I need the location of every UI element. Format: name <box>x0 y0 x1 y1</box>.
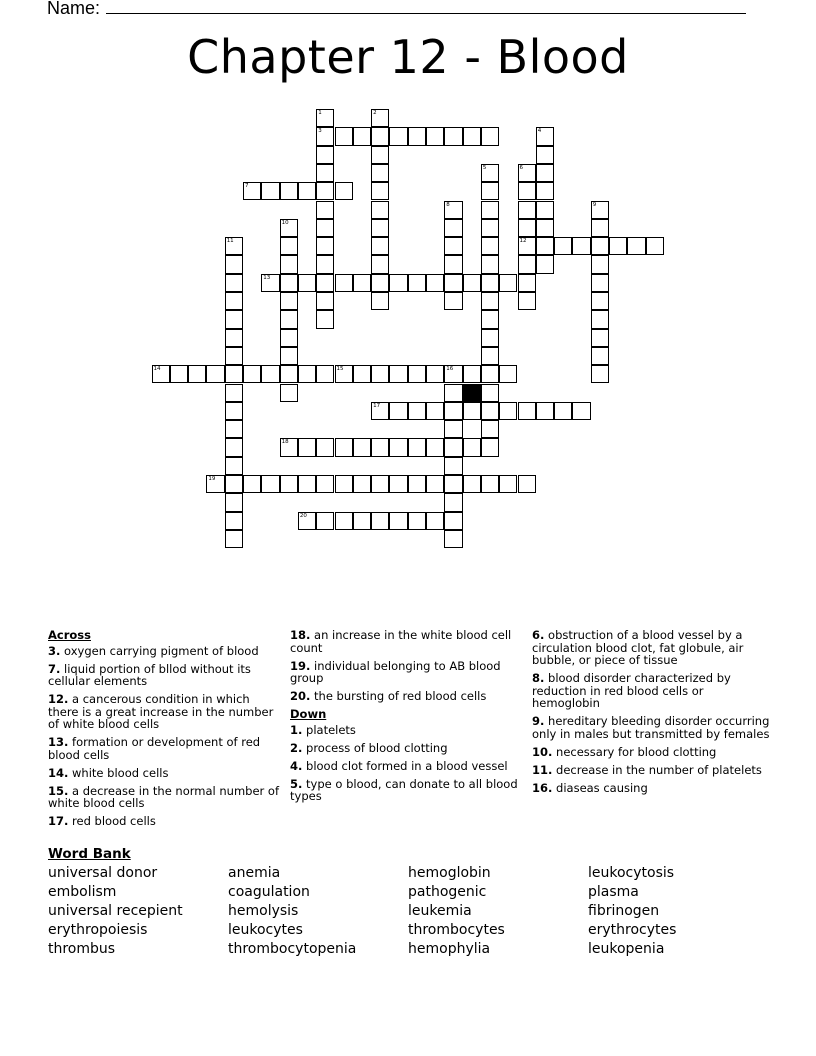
crossword-cell[interactable] <box>371 219 389 237</box>
clue-down-11: 11. decrease in the number of platelets <box>532 762 762 777</box>
crossword-cell[interactable] <box>426 274 444 292</box>
clue-number: 13 <box>263 274 271 281</box>
crossword-cell[interactable] <box>206 475 224 493</box>
clue-down-2: 2. process of blood clotting <box>290 740 448 755</box>
crossword-cell[interactable] <box>518 201 536 219</box>
crossword-cell[interactable] <box>536 255 554 273</box>
crossword-cell[interactable] <box>408 475 426 493</box>
crossword-cell[interactable] <box>371 475 389 493</box>
crossword-cell[interactable] <box>280 182 298 200</box>
clue-number: 8 <box>446 201 450 208</box>
crossword-cell[interactable] <box>518 219 536 237</box>
crossword-cell[interactable] <box>536 402 554 420</box>
crossword-cell[interactable] <box>335 274 353 292</box>
crossword-cell[interactable] <box>591 237 609 255</box>
crossword-cell[interactable] <box>389 512 407 530</box>
crossword-cell[interactable] <box>481 347 499 365</box>
crossword-cell[interactable] <box>518 237 536 255</box>
crossword-cell[interactable] <box>536 146 554 164</box>
crossword-cell[interactable] <box>481 164 499 182</box>
black-cell <box>463 384 481 402</box>
crossword-cell[interactable] <box>554 402 572 420</box>
crossword-cell[interactable] <box>408 274 426 292</box>
crossword-cell[interactable] <box>444 475 462 493</box>
crossword-cell[interactable] <box>389 402 407 420</box>
crossword-cell[interactable] <box>371 127 389 145</box>
crossword-cell[interactable] <box>481 475 499 493</box>
word-bank-column-3 <box>408 864 505 959</box>
crossword-cell[interactable] <box>591 365 609 383</box>
crossword-cell[interactable] <box>389 127 407 145</box>
clue-number: 9 <box>592 201 597 208</box>
crossword-cell[interactable] <box>408 127 426 145</box>
word-bank-item: leukopenia <box>588 941 665 957</box>
crossword-cell[interactable] <box>261 475 279 493</box>
crossword-cell[interactable] <box>444 274 462 292</box>
crossword-cell[interactable] <box>481 201 499 219</box>
name-label: Name: <box>47 0 101 18</box>
word-bank-item: leukemia <box>408 903 472 919</box>
page-title: Chapter 12 - Blood <box>187 30 629 84</box>
word-bank-title: Word Bank <box>48 846 131 862</box>
crossword-cell[interactable] <box>536 127 554 145</box>
crossword-cell[interactable] <box>335 512 353 530</box>
crossword-cell[interactable] <box>499 274 517 292</box>
clue-number: 17 <box>373 402 381 409</box>
crossword-cell[interactable] <box>463 402 481 420</box>
crossword-cell[interactable] <box>225 292 243 310</box>
crossword-cell[interactable] <box>426 438 444 456</box>
crossword-cell[interactable] <box>444 512 462 530</box>
word-bank-item: hemophylia <box>408 941 491 957</box>
clue-number: 7 <box>245 183 249 190</box>
crossword-cell[interactable] <box>316 310 334 328</box>
crossword-cell[interactable] <box>463 274 481 292</box>
clues-column-1 <box>48 629 280 833</box>
crossword-cell[interactable] <box>481 438 499 456</box>
crossword-cell[interactable] <box>444 402 462 420</box>
crossword-cell[interactable] <box>463 438 481 456</box>
crossword-cell[interactable] <box>261 182 279 200</box>
crossword-cell[interactable] <box>280 255 298 273</box>
crossword-cell[interactable] <box>481 402 499 420</box>
crossword-cell[interactable] <box>298 182 316 200</box>
crossword-cell[interactable] <box>316 146 334 164</box>
crossword-cell[interactable] <box>335 438 353 456</box>
crossword-cell[interactable] <box>371 438 389 456</box>
word-bank-item: fibrinogen <box>588 903 660 919</box>
crossword-cell[interactable] <box>536 219 554 237</box>
word-bank-item: thrombocytes <box>408 922 505 938</box>
clues-column-3 <box>532 629 772 800</box>
crossword-cell[interactable] <box>243 182 261 200</box>
clue-number: 18 <box>281 439 289 446</box>
crossword-cell[interactable] <box>280 310 298 328</box>
crossword-cell[interactable] <box>225 255 243 273</box>
clues-column-2 <box>290 629 522 808</box>
clue-number: 15 <box>336 366 344 373</box>
crossword-cell[interactable] <box>481 384 499 402</box>
word-bank-item: universal donor <box>48 865 158 881</box>
across-heading: Across <box>48 628 91 642</box>
crossword-cell[interactable] <box>444 493 462 511</box>
crossword-cell[interactable] <box>316 127 334 145</box>
word-bank-item: hemoglobin <box>408 865 491 881</box>
crossword-cell[interactable] <box>152 365 170 383</box>
clue-down-4: 4. blood clot formed in a blood vessel <box>290 758 508 773</box>
crossword-cell[interactable] <box>627 237 645 255</box>
word-bank-item: leukocytes <box>228 922 303 938</box>
crossword-cell[interactable] <box>518 182 536 200</box>
crossword-cell[interactable] <box>316 109 334 127</box>
word-bank-item: hemolysis <box>228 903 299 919</box>
crossword-cell[interactable] <box>481 127 499 145</box>
crossword-cell[interactable] <box>591 292 609 310</box>
clue-across-15: 15. a decrease in the normal number of white blood cells <box>48 783 279 810</box>
crossword-cell[interactable] <box>408 365 426 383</box>
clue-number: 14 <box>153 366 161 373</box>
crossword-cell[interactable] <box>426 365 444 383</box>
crossword-cell[interactable] <box>518 292 536 310</box>
crossword-cell[interactable] <box>280 292 298 310</box>
crossword-cell[interactable] <box>225 237 243 255</box>
crossword-cell[interactable] <box>206 365 224 383</box>
crossword-cell[interactable] <box>261 365 279 383</box>
crossword-cell[interactable] <box>444 365 462 383</box>
crossword-cell[interactable] <box>444 530 462 548</box>
crossword-cell[interactable] <box>316 201 334 219</box>
crossword-cell[interactable] <box>371 292 389 310</box>
crossword-cell[interactable] <box>353 438 371 456</box>
crossword-cell[interactable] <box>518 164 536 182</box>
crossword-cell[interactable] <box>518 402 536 420</box>
clue-down-10: 10. necessary for blood clotting <box>532 744 717 759</box>
crossword-cell[interactable] <box>481 274 499 292</box>
crossword-cell[interactable] <box>225 420 243 438</box>
crossword-cell[interactable] <box>572 237 590 255</box>
crossword-cell[interactable] <box>389 475 407 493</box>
crossword-cell[interactable] <box>225 329 243 347</box>
crossword-cell[interactable] <box>371 512 389 530</box>
clue-across-17: 17. red blood cells <box>48 814 156 828</box>
crossword-cell[interactable] <box>371 164 389 182</box>
crossword-cell[interactable] <box>481 365 499 383</box>
clue-down-6: 6. obstruction of a blood vessel by a circulation blood clot, fat globule, air bubble, or piece of tissue <box>532 628 744 667</box>
clue-number: 11 <box>226 238 234 245</box>
word-bank-item: leukocytosis <box>588 865 675 881</box>
crossword-cell[interactable] <box>225 310 243 328</box>
clue-across-13: 13. formation or development of red blood cells <box>48 735 261 762</box>
crossword-cell[interactable] <box>298 365 316 383</box>
crossword-cell[interactable] <box>444 201 462 219</box>
crossword-cell[interactable] <box>280 219 298 237</box>
crossword-cell[interactable] <box>518 475 536 493</box>
crossword-cell[interactable] <box>591 274 609 292</box>
crossword-cell[interactable] <box>499 475 517 493</box>
crossword-cell[interactable] <box>298 475 316 493</box>
crossword-cell[interactable] <box>389 274 407 292</box>
crossword-cell[interactable] <box>444 457 462 475</box>
crossword-cell[interactable] <box>591 347 609 365</box>
crossword-cell[interactable] <box>481 310 499 328</box>
crossword-cell[interactable] <box>536 182 554 200</box>
word-bank-item: universal recepient <box>48 903 183 919</box>
crossword-cell[interactable] <box>463 127 481 145</box>
word-bank-column-2 <box>228 864 356 959</box>
crossword-cell[interactable] <box>408 438 426 456</box>
crossword-cell[interactable] <box>335 182 353 200</box>
crossword-cell[interactable] <box>243 365 261 383</box>
word-bank-column-4 <box>588 864 676 959</box>
crossword-cell[interactable] <box>353 274 371 292</box>
crossword-cell[interactable] <box>591 255 609 273</box>
crossword-cell[interactable] <box>371 274 389 292</box>
crossword-cell[interactable] <box>481 255 499 273</box>
crossword-cell[interactable] <box>225 457 243 475</box>
crossword-cell[interactable] <box>243 475 261 493</box>
crossword-cell[interactable] <box>280 438 298 456</box>
crossword-cell[interactable] <box>444 127 462 145</box>
crossword-cell[interactable] <box>225 493 243 511</box>
crossword-cell[interactable] <box>225 365 243 383</box>
clue-number: 3 <box>318 128 322 135</box>
clue-across-7: 7. liquid portion of bllod without its cellular elements <box>48 661 251 688</box>
crossword-cell[interactable] <box>481 237 499 255</box>
crossword-cell[interactable] <box>481 219 499 237</box>
clue-number: 19 <box>208 476 216 482</box>
word-bank-item: pathogenic <box>408 884 487 900</box>
clue-across-18: 18. an increase in the white blood cell count <box>290 628 512 655</box>
crossword-cell[interactable] <box>591 201 609 219</box>
crossword-cell[interactable] <box>609 237 627 255</box>
crossword-cell[interactable] <box>335 475 353 493</box>
crossword-cell[interactable] <box>298 274 316 292</box>
crossword-cell[interactable] <box>316 512 334 530</box>
crossword-cell[interactable] <box>499 402 517 420</box>
crossword-cell[interactable] <box>225 530 243 548</box>
word-bank-item: erythrocytes <box>588 922 677 938</box>
crossword-cell[interactable] <box>591 310 609 328</box>
crossword-cell[interactable] <box>408 402 426 420</box>
crossword-cell[interactable] <box>316 164 334 182</box>
crossword-cell[interactable] <box>280 365 298 383</box>
crossword-cell[interactable] <box>591 329 609 347</box>
crossword-cell[interactable] <box>371 237 389 255</box>
word-bank-item: erythropoiesis <box>48 922 148 938</box>
crossword-cell[interactable] <box>170 365 188 383</box>
clue-number: 4 <box>537 128 542 135</box>
crossword-cell[interactable] <box>316 182 334 200</box>
crossword-cell[interactable] <box>426 512 444 530</box>
crossword-cell[interactable] <box>353 475 371 493</box>
crossword-cell[interactable] <box>371 146 389 164</box>
crossword-cell[interactable] <box>444 237 462 255</box>
crossword-cell[interactable] <box>316 219 334 237</box>
word-bank-column-1 <box>48 864 183 959</box>
clue-across-3: 3. oxygen carrying pigment of blood <box>48 643 259 658</box>
down-heading: Down <box>290 707 327 721</box>
crossword-cell[interactable] <box>591 219 609 237</box>
crossword-cell[interactable] <box>225 475 243 493</box>
clue-down-16: 16. diaseas causing <box>532 780 648 795</box>
crossword-cell[interactable] <box>572 402 590 420</box>
crossword-cell[interactable] <box>353 127 371 145</box>
clue-number: 10 <box>281 219 289 226</box>
word-bank-item: thrombus <box>48 941 116 957</box>
crossword-cell[interactable] <box>481 182 499 200</box>
clue-number: 2 <box>373 110 377 116</box>
crossword-cell[interactable] <box>444 420 462 438</box>
crossword-cell[interactable] <box>371 365 389 383</box>
crossword-cell[interactable] <box>225 402 243 420</box>
clue-across-14: 14. white blood cells <box>48 765 169 780</box>
crossword-cell[interactable] <box>353 512 371 530</box>
word-bank-item: thrombocytopenia <box>228 941 357 957</box>
crossword-cell[interactable] <box>280 237 298 255</box>
clue-down-9: 9. hereditary bleeding disorder occurring only in males but transmitted by females <box>532 714 770 741</box>
word-bank-item: anemia <box>228 865 281 881</box>
crossword-cell[interactable] <box>316 438 334 456</box>
crossword-cell[interactable] <box>463 475 481 493</box>
crossword-cell[interactable] <box>261 274 279 292</box>
crossword-cell[interactable] <box>481 329 499 347</box>
clue-number: 1 <box>318 110 322 116</box>
clue-number: 5 <box>482 164 487 171</box>
clue-number: 20 <box>299 512 307 519</box>
crossword-cell[interactable] <box>444 292 462 310</box>
crossword-cell[interactable] <box>463 365 481 383</box>
crossword-cell[interactable] <box>225 274 243 292</box>
crossword-cell[interactable] <box>316 292 334 310</box>
crossword-cell[interactable] <box>371 201 389 219</box>
crossword-cell[interactable] <box>225 347 243 365</box>
crossword-cell[interactable] <box>280 475 298 493</box>
crossword-cell[interactable] <box>444 384 462 402</box>
crossword-cell[interactable] <box>298 512 316 530</box>
crossword-cell[interactable] <box>371 402 389 420</box>
crossword-cell[interactable] <box>353 365 371 383</box>
crossword-cell[interactable] <box>371 182 389 200</box>
crossword-cell[interactable] <box>426 127 444 145</box>
crossword-cell[interactable] <box>316 237 334 255</box>
clue-down-5: 5. type o blood, can donate to all blood types <box>290 776 518 803</box>
crossword-cell[interactable] <box>389 365 407 383</box>
crossword-cell[interactable] <box>389 438 407 456</box>
crossword-cell[interactable] <box>225 438 243 456</box>
crossword-cell[interactable] <box>280 384 298 402</box>
crossword-cell[interactable] <box>444 255 462 273</box>
clue-down-8: 8. blood disorder characterized by reduction in red blood cells or hemoglobin <box>532 671 731 710</box>
crossword-cell[interactable] <box>499 365 517 383</box>
crossword-cell[interactable] <box>536 201 554 219</box>
clue-across-19: 19. individual belonging to AB blood group <box>290 658 501 685</box>
crossword-cell[interactable] <box>280 274 298 292</box>
crossword-cell[interactable] <box>481 420 499 438</box>
clue-number: 12 <box>519 238 527 245</box>
crossword-cell[interactable] <box>426 475 444 493</box>
crossword-cell[interactable] <box>518 255 536 273</box>
clue-number: 6 <box>519 164 523 171</box>
word-bank-item: embolism <box>48 884 117 900</box>
crossword-cell[interactable] <box>444 219 462 237</box>
crossword-cell[interactable] <box>554 237 572 255</box>
crossword-cell[interactable] <box>316 255 334 273</box>
crossword-cell[interactable] <box>646 237 664 255</box>
crossword-cell[interactable] <box>280 347 298 365</box>
crossword-cell[interactable] <box>316 365 334 383</box>
crossword-cell[interactable] <box>481 292 499 310</box>
crossword-cell[interactable] <box>335 127 353 145</box>
word-bank-item: plasma <box>588 884 639 900</box>
crossword-cell[interactable] <box>371 255 389 273</box>
clue-across-12: 12. a cancerous condition in which there is a great increase in the number of white blood cells <box>48 692 274 731</box>
crossword-cell[interactable] <box>188 365 206 383</box>
crossword-cell[interactable] <box>316 274 334 292</box>
crossword-cell[interactable] <box>316 475 334 493</box>
crossword-cell[interactable] <box>518 274 536 292</box>
crossword-cell[interactable] <box>444 438 462 456</box>
clue-down-1: 1. platelets <box>290 722 356 737</box>
clue-across-20: 20. the bursting of red blood cells <box>290 689 487 703</box>
crossword-cell[interactable] <box>536 164 554 182</box>
crossword-cell[interactable] <box>426 402 444 420</box>
word-bank-item: coagulation <box>228 884 310 900</box>
crossword-cell[interactable] <box>408 512 426 530</box>
clue-number: 16 <box>446 366 454 373</box>
crossword-cell[interactable] <box>225 512 243 530</box>
crossword-cell[interactable] <box>298 438 316 456</box>
crossword-cell[interactable] <box>280 329 298 347</box>
crossword-cell[interactable] <box>371 109 389 127</box>
crossword-cell[interactable] <box>335 365 353 383</box>
crossword-cell[interactable] <box>225 384 243 402</box>
crossword-cell[interactable] <box>536 237 554 255</box>
